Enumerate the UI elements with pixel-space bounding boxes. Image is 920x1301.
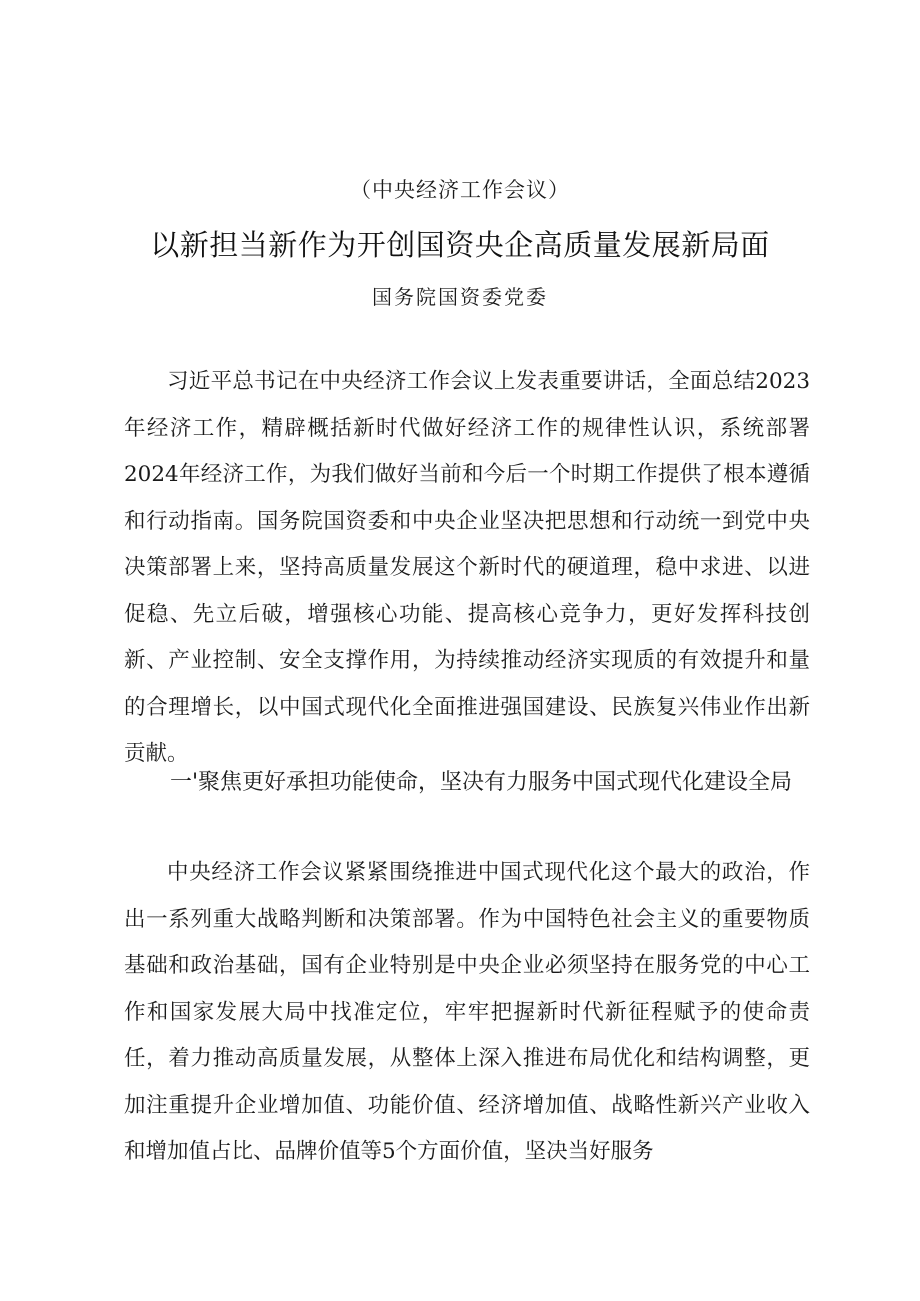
body-paragraph-section-1: 中央经济工作会议紧紧围绕推进中国式现代化这个最大的政治，作出一系列重大战略判断和决策部署。作为中国特色社会主义的重要物质基础和政治基础，国有企业特别是中央企业必须坚持在服务党的中心工作和国家发展大局中找准定位，牢牢把握新时代新征程赋予的使命责任，着力推动高质量发展，从整体上深入推进布局优化和结构调整，更加注重提升企业增加值、功能价值、经济增加值、战略性新兴产业收入和增加值占比、品牌价值等5个方面价值，坚决当好服务 [124, 860, 810, 1164]
section-heading-1: 一'聚焦更好承担功能使命，坚决有力服务中国式现代化建设全局 [170, 770, 793, 795]
body-paragraph-intro: 习近平总书记在中央经济工作会议上发表重要讲话，全面总结2023年经济工作，精辟概括新时代做好经济工作的规律性认识，系统部署2024年经济工作，为我们做好当前和今后一个时期工作提供了根本遵循和行动指南。国务院国资委和中央企业坚决把思想和行动统一到党中央决策部署上来，坚持高质量发展这个新时代的硬道理，稳中求进、以进促稳、先立后破，增强核心功能、提高核心竞争力，更好发挥科技创新、产业控制、安全支撑作用，为持续推动经济实现质的有效提升和量的合理增长，以中国式现代化全面推进强国建设、民族复兴伟业作出新贡献。 [124, 369, 810, 766]
document-title: 以新担当新作为开创国资央企高质量发展新局面 [150, 228, 770, 262]
document-author: 国务院国资委党委 [372, 285, 548, 309]
document-source: （中央经济工作会议） [350, 178, 570, 202]
